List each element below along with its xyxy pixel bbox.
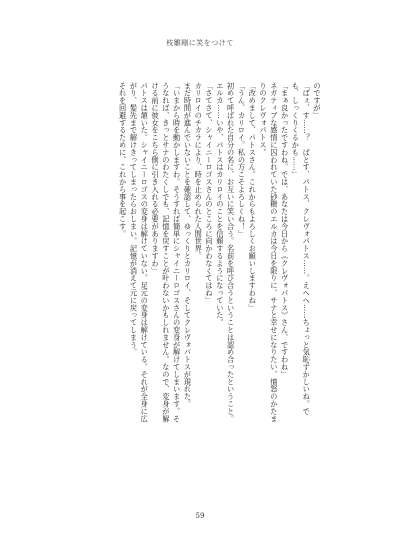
page-number: 59: [195, 512, 205, 520]
paragraph: ネガティブな感情に囚われていた砂糖のエルカは今日を限りに、サナと幸せになりたい、憤怒のかたまりのクレヴォパトス。: [259, 82, 279, 423]
paragraph: 「まぁ良かったですわね。では、あなたは今日から《クレヴォパトス》さん、ですわね」: [280, 82, 290, 378]
paragraph: パトスは頷いた。シャイニーロゴスの変身は解けていない。足元の変身は解けている。それが全身に広がり、髪先まで解けきってしまったらおしまい。記憶が消えて元に戻ってしまう。: [129, 82, 150, 423]
paragraph: のですが」: [313, 82, 322, 119]
paragraph: 「ぱぇ、す……？ ぱとす、パトス、クレヴォパトス……。えへへ……ちょっと気恥ずかしいね。でも、しっくりくるかも……」: [291, 82, 312, 415]
paragraph: 「さてさて、シャイニーロゴスさんのところに向かわなくてはね」: [205, 82, 215, 304]
paragraph: 初めて呼ばれた自分の名に、お互いに笑い合う。名前を呼び合うということは認め合ったということ。エルカ……いや、パトスはカリロイのことを信頼するようになっていた。: [215, 82, 236, 423]
running-header: 枝雛剛に笑をつけて: [166, 39, 234, 47]
vertical-body-text: [74, 82, 322, 427]
paragraph: 「うん、カリロイ。私の方こそよろしくね！」: [237, 82, 247, 238]
paragraph: 「改めまして、パトスさん。これからもよろしくお願いしますわね」: [248, 82, 258, 312]
paragraph: それを回避するために、これから事を起こす。: [118, 82, 128, 238]
paragraph: まだ時間が進んでいないことを確認して、ゆっくりとカリロイ、そしてクレヴォパトスが現れた。: [183, 82, 193, 408]
paragraph: カリロイのチカラにより、時を止められた人間世界。: [194, 82, 204, 260]
paragraph: 「いまから時を動かしますわ。そうすれば簡単にシャイニーロゴスさんの変身が解けてしまいます。そうなれば、きっとサナのわたくしでも、記憶を戻すことが叶わないかもしれません。なので、変身が解ける前に彼女をこちら側に引き入れる必要がありますわ」: [151, 82, 182, 423]
